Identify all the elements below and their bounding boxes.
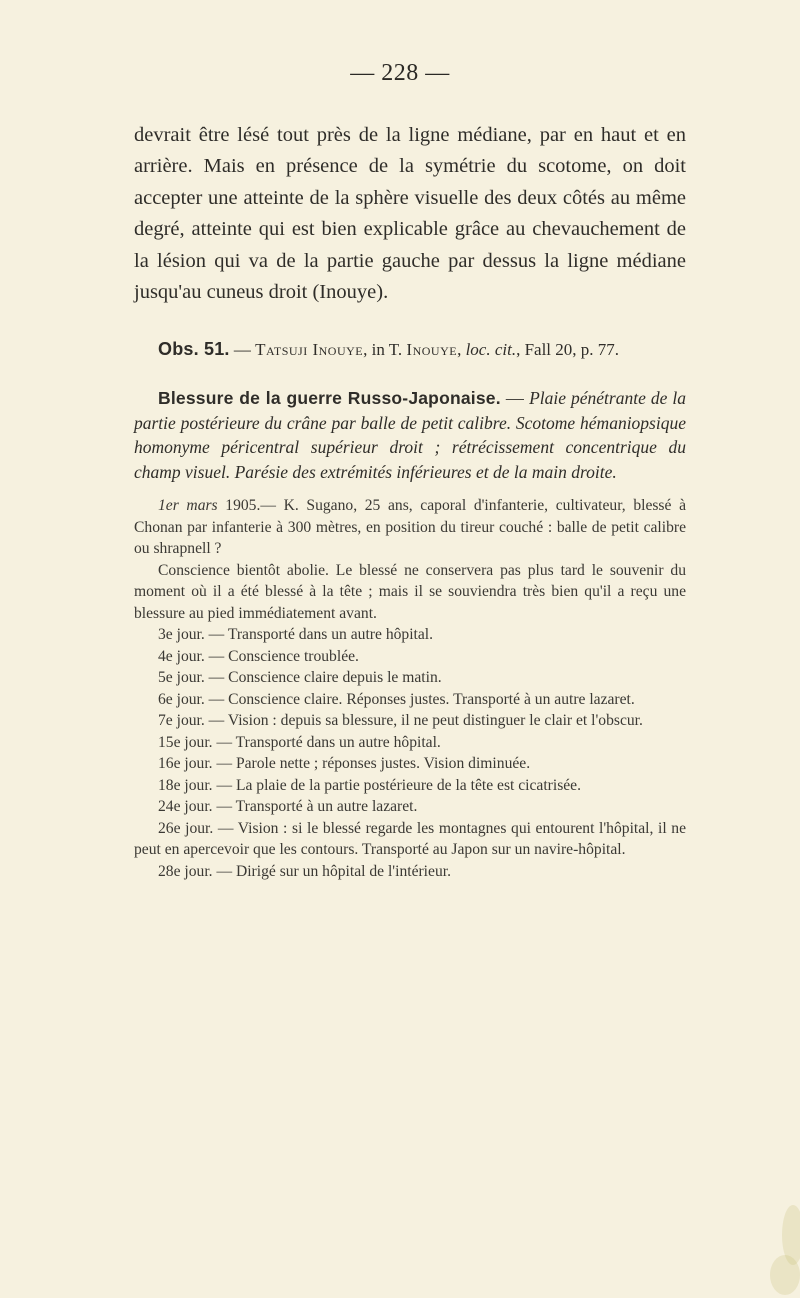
observation-reference xyxy=(158,339,698,360)
journal-entry: 6e jour. — Conscience claire. Réponses justes. Transporté à un autre lazaret. xyxy=(158,690,635,708)
case-title: Blessure de la guerre Russo-Japonaise. xyxy=(158,388,501,408)
observation-number: Obs. 51. xyxy=(158,339,230,359)
journal-entry: 5e jour. — Conscience claire depuis le matin. xyxy=(158,669,442,686)
observation-sep: , xyxy=(457,340,466,359)
case-heading-dash: — xyxy=(500,388,530,408)
journal-date: 1er mars xyxy=(158,497,218,514)
observation-ref-author: Inouye xyxy=(406,340,458,359)
journal-entry: 26e jour. — Vision : si le blessé regarde les montagnes qui entourent l'hôpital, il ne peut en apercevoir que les contours. Transporté au Japon sur un navire-hôpital. xyxy=(134,819,686,858)
page-number: — 228 — xyxy=(350,60,450,86)
journal-entry: 7e jour. — Vision : depuis sa blessure, il ne peut distinguer le clair et l'obscur. xyxy=(158,712,643,729)
observation-loc-cit: loc. cit. xyxy=(465,340,517,359)
journal-entry: 3e jour. — Transporté dans un autre hôpital. xyxy=(158,626,434,643)
journal-entry-text: 1905.— K. Sugano, 25 ans, caporal d'infanterie, cultivateur, blessé à Chonan par infanterie à 300 mètres, en position du tireur couché : balle de petit calibre ou shrapnell ? xyxy=(134,497,686,557)
case-heading xyxy=(134,386,686,484)
case-description: Plaie pénétrante de la partie postérieure du crâne par balle de petit calibre. Scotome hémaniopsique homonyme péricentral supérieur droit ; rétrécissement concentrique du champ visuel. Parésie des extrémités inférieures et de la main droite. xyxy=(134,388,686,482)
journal-entry xyxy=(134,495,686,560)
journal-entry: 24e jour. — Transporté à un autre lazaret. xyxy=(158,798,418,815)
paper-stain xyxy=(770,1255,800,1295)
journal-entry: 28e jour. — Dirigé sur un hôpital de l'intérieur. xyxy=(158,862,451,880)
intro-paragraph: devrait être lésé tout près de la ligne médiane, par en haut et en arrière. Mais en présence de la symétrie du scotome, on doit accepter une atteinte de la sphère visuelle des deux côtés au même degré, atteinte qui est bien explicable grâce au chevauchement de la lésion qui va de la partie gauche par dessus la ligne médiane jusqu'au cuneus droit (Inouye). xyxy=(134,124,686,304)
journal-entry: 16e jour. — Parole nette ; réponses justes. Vision diminuée. xyxy=(158,755,531,772)
journal-entry: Conscience bientôt abolie. Le blessé ne conservera pas plus tard le souvenir du moment où il a été blessé à la tête ; mais il se souviendra très bien qu'il a reçu une blessure au pied immédiatement avant. xyxy=(134,561,686,622)
observation-author: Tatsuji Inouye xyxy=(255,340,364,359)
observation-ref-rest: , Fall 20, p. 77. xyxy=(516,340,620,359)
journal-entry: 15e jour. — Transporté dans un autre hôpital. xyxy=(158,733,441,751)
journal-entry: 4e jour. — Conscience troublée. xyxy=(158,647,359,665)
observation-in: , in T. xyxy=(363,340,407,359)
journal-entry: 18e jour. — La plaie de la partie postérieure de la tête est cicatrisée. xyxy=(158,776,582,794)
case-journal xyxy=(134,495,686,882)
observation-dash: — xyxy=(229,340,256,359)
